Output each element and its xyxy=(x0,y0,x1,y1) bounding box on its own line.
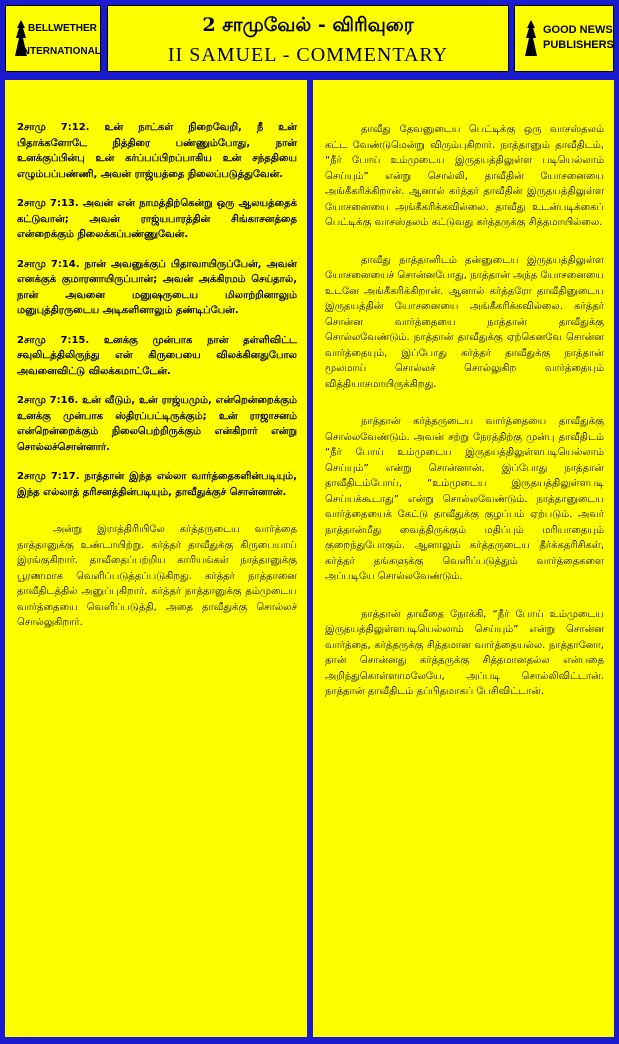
logo-right-line1: GOOD NEWS xyxy=(543,24,613,36)
right-column xyxy=(313,80,614,1037)
logo-left-line2: INTERNATIONAL xyxy=(20,46,101,57)
title-tamil: 2 சாமுவேல் - விரிவுரை xyxy=(202,14,414,36)
commentary-paragraph: தாவீது தேவனுடைய பெட்டிக்கு ஒரு வாசஸ்தலம் கட்ட வேண்டுமென்று விரும்புகிறார். நாத்தானும் தாவீதிடம், “நீர் போய் உம்முடைய இருதயத்திலுள்ள படியெல்லாம் செய்யும்” என்று சொல்லி, தாவீதின் யோசனையை அங்கீகரிக்கிறான். ஆனால் கர்த்தர் தாவீதின் இருதயத்திலுள்ள யோசனையை அங்கீகரிக்கவில்லை. தாவீது உடன்படிக்கைப் பெட்டிக்கு வாசஸ்தலம் கட்டுவது கர்த்தருக்கு சித்தமாயில்லை. xyxy=(325,124,604,228)
verse-7-16: 2சாமு 7:16. உன் வீடும், உன் ராஜ்யமும், என்றென்றைக்கும் உனக்கு முன்பாக ஸ்திரப்பட்டிருக்கும்; உன் ராஜாசனம் என்றென்றைக்கும் நிலைபெற்றிருக்கும் என்கிறார் என்று சொல்லச்சொன்னார். xyxy=(17,395,297,453)
left-column xyxy=(5,80,307,1037)
verse-7-12: 2சாமு 7:12. உன் நாட்கள் நிறைவேறி, நீ உன் பிதாக்களோடே நித்திரை பண்ணும்போது, நான் உனக்குப்பின்பு உன் கர்ப்பப்பிறப்பாகிய உன் சந்ததியை எழும்பப்பண்ணி, அவன் ராஜ்யத்தை நிலைப்படுத்துவேன். xyxy=(17,122,297,180)
verse-7-15: 2சாமு 7:15. உனக்கு முன்பாக நான் தள்ளிவிட்ட சவுலிடத்திலிருந்து என் கிருபையை விலக்கினதுபோல அவனைவிட்டு விலக்கமாட்டேன். xyxy=(17,334,297,377)
logo-right-line2: PUBLISHERS xyxy=(543,39,614,51)
verse-7-13: 2சாமு 7:13. அவன் என் நாமத்திற்கென்று ஒரு ஆலயத்தைக் கட்டுவான்; அவன் ராஜ்யபாரத்தின் சிங்காசனத்தை என்றைக்கும் நிலைக்கப்பண்ணுவேன். xyxy=(17,198,297,240)
good-news-logo xyxy=(514,5,614,72)
title-english: II SAMUEL - COMMENTARY xyxy=(167,44,449,66)
verse-7-17: 2சாமு 7:17. நாத்தான் இந்த எல்லா வார்த்தைகளின்படியும், இந்த எல்லாத் தரிசனத்தின்படியும், தாவீதுக்குச் சொன்னான். xyxy=(17,471,297,498)
bellwether-logo xyxy=(5,5,101,72)
commentary-paragraph: நாத்தான் தாவீதை நோக்கி, “நீர் போய் உம்முடைய இருதயத்திலுள்ளபடியெல்லாம் செய்யும்” என்று சொன்ன வார்த்தை, கர்த்தருக்கு சித்தமான வார்த்தையல்ல. நாத்தானோ, தான் சொன்னது கர்த்தருக்கு சித்தமானதல்ல என்பதை அறிந்துகொள்ளாமலேயே, அப்படி சொல்லிவிட்டான். நாத்தான் தாவீதிடம் தப்பிதமாகப் பேசிவிட்டான். xyxy=(325,608,604,697)
logo-left-line1: BELLWETHER xyxy=(28,23,97,34)
shepherd-icon xyxy=(521,18,541,58)
commentary-paragraph: தாவீது நாத்தானிடம் தன்னுடைய இருதயத்திலுள்ள யோசனையைச் சொன்னபோது, நாத்தான் அந்த யோசனையை உடனே அங்கீகரிக்கிறான். ஆனால் கர்த்தரோ தாவீதினுடைய இருதயத்தின் யோசனையை அங்கீகரிக்கவில்லை. கர்த்தர் சொன்ன வார்த்தையை நாத்தான் தாவீதுக்கு சொல்லவேண்டும். நாத்தான் தாவீதுக்கு ஏற்கெனவே சொன்ன வார்த்தையும், இப்போது கர்த்தர் தாவீதுக்கு நாத்தான் மூலமாய் சொல்லச் சொல்லுகிற வார்த்தையும் வித்தியாசமாயிருக்கிறது. xyxy=(325,254,604,390)
commentary-paragraph: அன்று இராத்திரியிலே கர்த்தருடைய வார்த்தை நாத்தானுக்கு உண்டாயிற்று. கர்த்தர் தாவீதுக்கு கிருபையாய் இரங்குகிறார். தாவீதைப்பற்றிய காரியங்கள் நாத்தானுக்கு பூரணமாக வெளிப்படுத்தப்படுகிறது. கர்த்தர் நாத்தானை தாவீதிடத்தில் அனுப்புகிறார். கர்த்தர் நாத்தானுக்கு தம்முடைய வார்த்தையை வெளிப்படுத்தி, அதை தாவீதுக்கு சொல்லச் சொல்லுகிறார். xyxy=(17,524,297,628)
verse-7-14: 2சாமு 7:14. நான் அவனுக்குப் பிதாவாயிருப்பேன், அவன் எனக்குக் குமாரனாயிருப்பான்; அவன் அக்கிரமம் செய்தால், நான் அவனை மனுஷருடைய மிலாற்றினாலும் மனுபுத்திரருடைய அடிகளினாலும் தண்டிப்பேன். xyxy=(17,258,297,316)
title-box xyxy=(107,5,509,72)
commentary-paragraph: நாத்தான் கர்த்தருடைய வார்த்தையை தாவீதுக்கு சொல்லவேண்டும். அவன் சற்று நேரத்திற்கு முன்பு தாவீதிடம் “நீர் போய் உம்முடைய இருதயத்திலுள்ளபடியெல்லாம் செய்யும்” என்று சொன்னான். இப்போது நாத்தான் தாவீதிடம்போய், “உம்முடைய இருதயத்திலுள்ளபடி செய்யக்கூடாது” என்று சொல்லவேண்டும். நாத்தானுடைய வார்த்தையைக் கேட்டு தாவீதுக்கு குழப்பம் ஏற்படும். அவர் நாத்தான்மீது வைத்திருக்கும் மதிப்பும் மரியாதையும் குறைந்துபோகும். ஆனாலும் கர்த்தருடைய தீர்க்கதரிசிகள், கர்த்தர் தங்களுக்கு வெளிப்படுத்தும் வார்த்தைகளை அப்படியே சொல்லவேண்டும். xyxy=(325,416,604,582)
